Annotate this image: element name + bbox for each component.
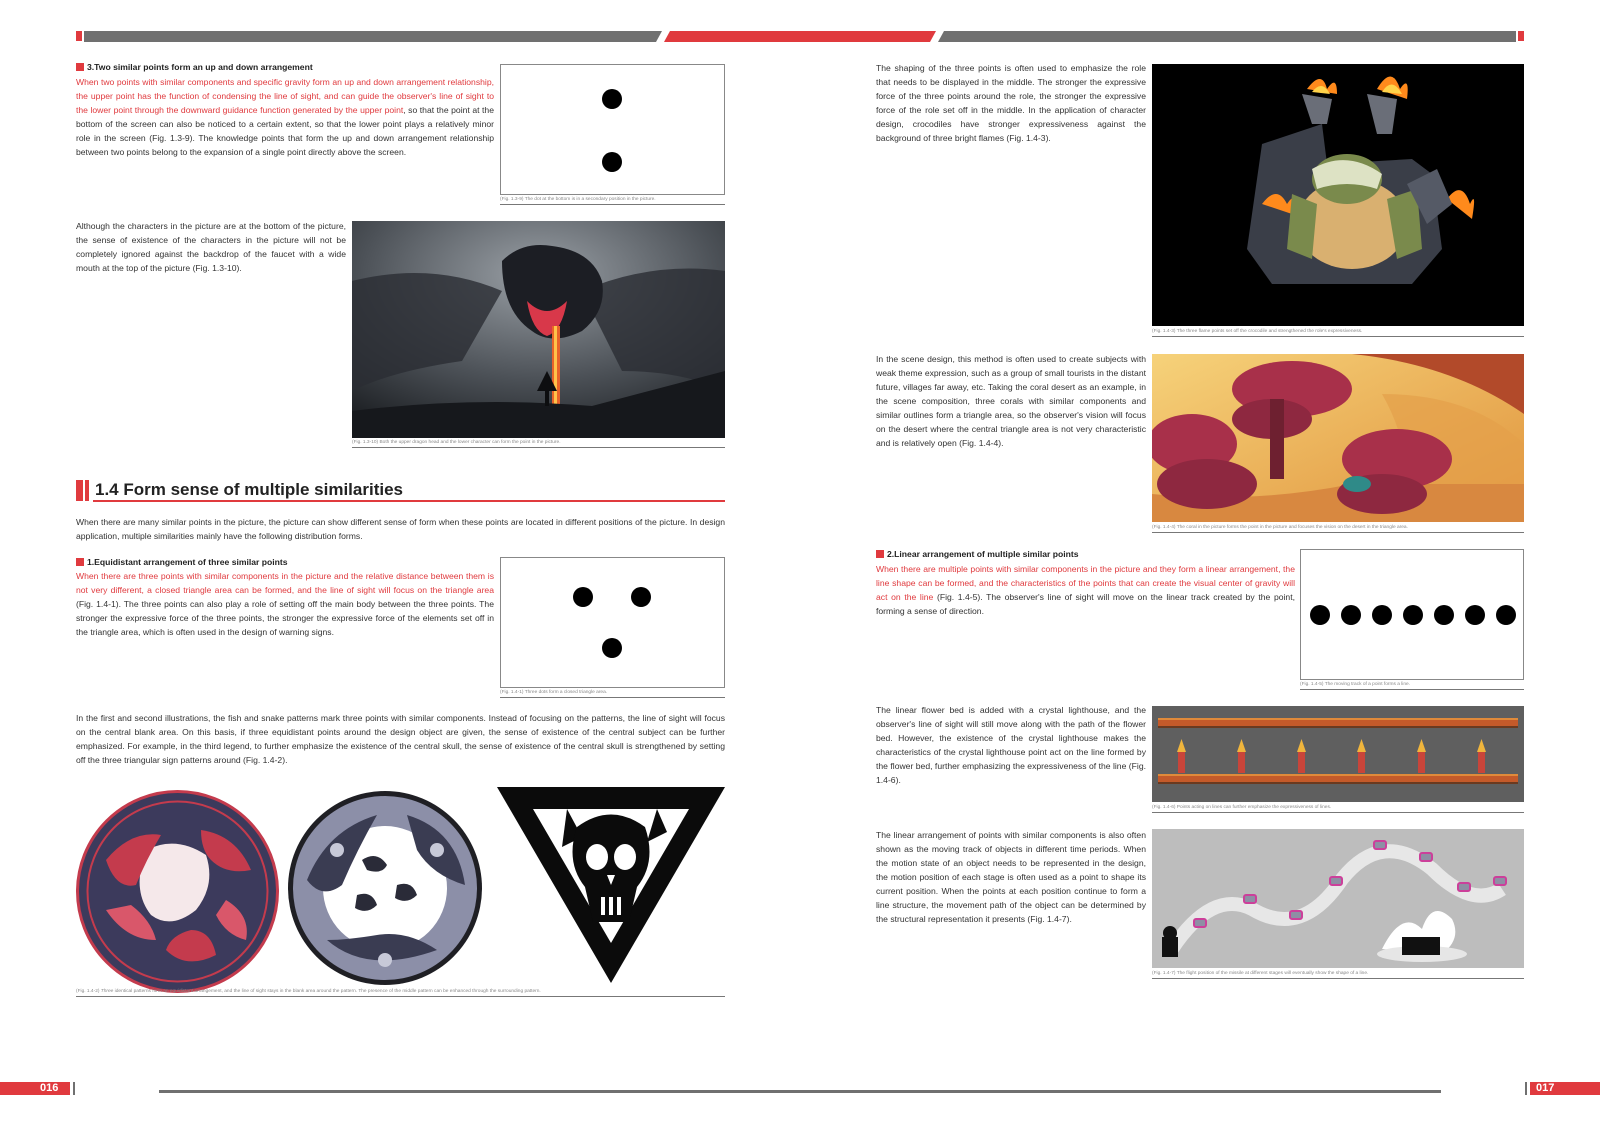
line-dot-3 <box>1372 605 1392 625</box>
fig-1-4-5-caption-line <box>1300 689 1524 690</box>
section-2-red-text: When there are multiple points with similar components in the picture and they form a linear arrangement, the line shape can be formed, and the characteristics of the points that can create the visual center of gravity will act on the line <box>876 564 1295 602</box>
patterns-paragraph: In the first and second illustrations, the fish and snake patterns mark three points with similar components. Instead of focusing on the patterns, the line of sight will focus on the central blank area. On this basis, if three equidistant points around the design object are given, the sense of existence of the central subject can be further emphasized. For example, in the third legend, to further emphasize the existence of the central skull, the sense of existence of the central skull is strengthened by setting off the three triangular sign patterns around (Fig. 1.4-2). <box>76 713 725 765</box>
page-number-right: 017 <box>1536 1082 1555 1094</box>
heading-square-icon <box>876 550 884 558</box>
section-2-heading: 2.Linear arrangement of multiple similar points <box>876 548 1296 560</box>
fig-1-3-10-caption: (Fig. 1.3-10) Both the upper dragon head and the lower character can form the point in the picture. <box>352 440 561 445</box>
section-3-body-text: , so that the point at the bottom of the screen can also be noticed to a certain extent, so that the lower point plays a relatively minor role in the screen (Fig. 1.3-9). The knowledge points that form the up and down arrangement relationship between two points belong to the expansion of a single point directly above the screen. <box>76 105 494 157</box>
fig-1-4-3-caption: (Fig. 1.4-3) The three flame points set off the crocodile and strengthened the role's expressiveness. <box>1152 329 1363 334</box>
title-underline <box>93 500 725 502</box>
top-bar-center-red <box>664 31 936 42</box>
fig-1-3-9-frame <box>500 64 725 195</box>
title-accent-bar-2 <box>85 480 89 501</box>
section-1-heading: 1.Equidistant arrangement of three similar points <box>76 556 496 568</box>
fig-1-4-5-frame <box>1300 549 1524 680</box>
section-2-body-text: (Fig. 1.4-5). The observer's line of sight will move on the linear track created by the point, forming a sense of direction. <box>876 592 1295 616</box>
flowerbed-paragraph: The linear flower bed is added with a crystal lighthouse, and the observer's line of sight will still move along with the path of the flower bed. However, the existence of the crystal lighthouse makes the characteristics of the crystal lighthouse point act on the line formed by the flower bed, further emphasizing the expressiveness of the line (Fig. 1.4-6). <box>876 705 1146 785</box>
section-1-body-text: (Fig. 1.4-1). The three points can also play a role of setting off the main body between the three points. The stronger the expressive force of the three points, the stronger the expressive force of the elements set off in the triangle area, which is often used in the design of warning signs. <box>76 599 494 637</box>
section-3-heading: 3.Two similar points form an up and down arrangement <box>76 61 496 73</box>
flowerbed-illustration <box>1152 706 1524 802</box>
line-dot-1 <box>1310 605 1330 625</box>
fig-1-4-3-caption-line <box>1152 336 1524 337</box>
footer-left-tick <box>73 1082 75 1095</box>
fig-1-3-10-caption-line <box>352 447 725 448</box>
top-bar-right-gray <box>938 31 1516 42</box>
fig-1-4-1-frame <box>500 557 725 688</box>
section-1-paragraph <box>76 569 494 639</box>
snake-pattern-illustration <box>287 790 483 986</box>
top-bar-left-gray <box>84 31 662 42</box>
fig-1-4-1-caption: (Fig. 1.4-1) Three dots form a closed triangle area. <box>500 690 608 695</box>
fig-1-4-5-caption: (Fig. 1.4-5) The moving track of a point forms a line. <box>1300 682 1411 687</box>
footer-right-tick <box>1525 1082 1527 1095</box>
upper-dot <box>602 89 622 109</box>
fig-1-4-7-caption-line <box>1152 978 1524 979</box>
section-1-4-title-block <box>76 480 725 502</box>
line-dot-5 <box>1434 605 1454 625</box>
line-dot-2 <box>1341 605 1361 625</box>
fig-1-4-7-caption: (Fig. 1.4-7) The flight position of the missile at different stages will eventually show the shape of a line. <box>1152 971 1369 976</box>
missile-paragraph: The linear arrangement of points with similar components is also often shown as the moving track of objects in different time periods. When the motion state of an object needs to be represented in the design, the motion position of each stage is often used as a point to shape its current position. When the points at each position continue to form a line structure, the movement path of the object can be determined by the structural representation it presents (Fig. 1.4-7). <box>876 830 1146 924</box>
fig-1-4-6-caption-line <box>1152 812 1524 813</box>
footer-center-line <box>159 1090 1441 1093</box>
lower-dot <box>602 152 622 172</box>
line-dot-6 <box>1465 605 1485 625</box>
dragon-paragraph: Although the characters in the picture are at the bottom of the picture, the sense of existence of the characters in the picture will not be completely ignored against the backdrop of the faucet with a wide mouth at the top of the picture (Fig. 1.3-10). <box>76 221 346 273</box>
section-3-red-text: When two points with similar components and specific gravity form an up and down arrangement relationship, the upper point has the function of condensing the line of sight, and can guide the observer's line of sight to the lower point through the downward guidance function generated by the upper point <box>76 77 494 115</box>
section-2-paragraph <box>876 562 1295 618</box>
triangle-dot-bottom <box>602 638 622 658</box>
section-1-red-text: When there are three points with similar components in the picture and the relative distance between them is not very different, a closed triangle area can be formed, and the line of sight will focus on the triangle area <box>76 571 494 595</box>
fish-pattern-illustration <box>76 790 279 993</box>
fig-1-4-2-caption-line <box>76 996 725 997</box>
crocodile-paragraph: The shaping of the three points is often used to emphasize the role that needs to be displayed in the middle. The stronger the expressive force of the three points around the role, the stronger the expressive force of the role set off in the middle. In the application of character design, crocodiles have stronger expressiveness against the background of three bright flames (Fig. 1.4-3). <box>876 63 1146 143</box>
coral-desert-illustration <box>1152 354 1524 522</box>
section-3-paragraph <box>76 75 494 159</box>
section-1-4-title: 1.4 Form sense of multiple similarities <box>95 480 403 499</box>
fig-1-4-4-caption: (Fig. 1.4-4) The coral in the picture forms the point in the picture and focuses the vision on the desert in the triangle area. <box>1152 525 1408 530</box>
fig-1-4-2-caption: (Fig. 1.4-2) Three identical patterns form an equidistant arrangement, and the line of sight stays in the blank area around the pattern. The presence of the middle pattern can be enhanced through the surrounding pattern. <box>76 989 541 994</box>
section-1-4-intro: When there are many similar points in the picture, the picture can show different sense of form when these points are located in different positions of the picture. In design application, multiple similarities mainly have the following distribution forms. <box>76 517 725 541</box>
crocodile-illustration <box>1152 64 1524 326</box>
page-number-left: 016 <box>40 1082 59 1094</box>
coral-paragraph: In the scene design, this method is often used to create subjects with weak theme expression, such as a group of small tourists in the distant future, villages far away, etc. Taking the coral desert as an example, in the scene composition, three corals with similar components and similar outlines form a triangle area, so the observer's vision will focus on the desert where the central triangle area is not very characteristic and is relatively open (Fig. 1.4-4). <box>876 354 1146 448</box>
triangle-dot-right <box>631 587 651 607</box>
heading-square-icon <box>76 558 84 566</box>
top-bar-left-accent <box>76 31 82 41</box>
fig-1-4-4-caption-line <box>1152 532 1524 533</box>
top-bar-right-accent <box>1518 31 1524 41</box>
line-dot-4 <box>1403 605 1423 625</box>
missile-trajectory-illustration <box>1152 829 1524 968</box>
dragon-illustration <box>352 221 725 438</box>
line-dot-7 <box>1496 605 1516 625</box>
heading-square-icon <box>76 63 84 71</box>
fig-1-3-9-caption: (Fig. 1.3-9) The dot at the bottom is in a secondary position in the picture. <box>500 197 656 202</box>
footer-left-tab <box>0 1082 70 1095</box>
fig-1-3-9-caption-line <box>500 204 725 205</box>
skull-triangle-illustration <box>497 787 725 983</box>
title-accent-bar-1 <box>76 480 83 501</box>
fig-1-4-6-caption: (Fig. 1.4-6) Points acting on lines can further emphasize the expressiveness of lines. <box>1152 805 1332 810</box>
fig-1-4-1-caption-line <box>500 697 725 698</box>
triangle-dot-left <box>573 587 593 607</box>
